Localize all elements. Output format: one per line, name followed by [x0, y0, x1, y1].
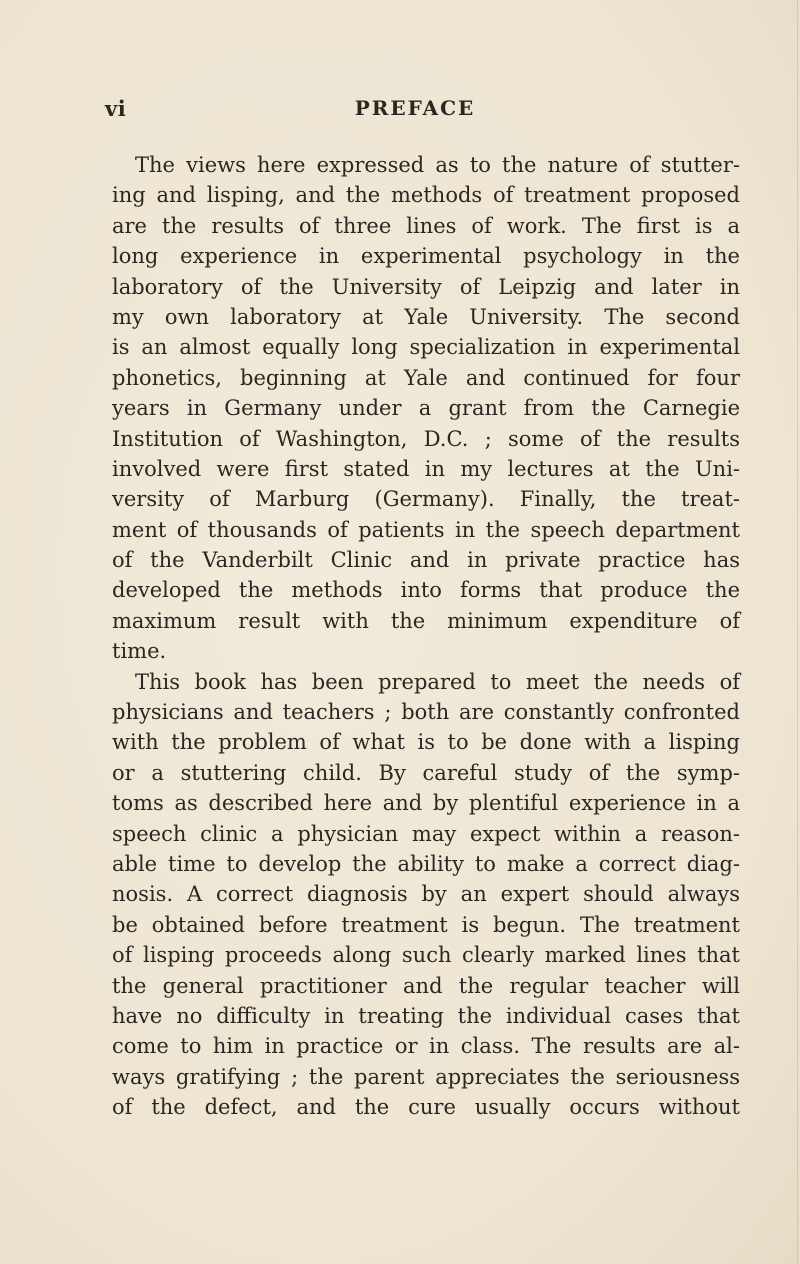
text-line: years in Germany under a grant from the Carnegie	[112, 396, 740, 421]
text-line: phonetics, beginning at Yale and continued for four	[112, 365, 740, 390]
text-line: The views here expressed as to the nature of stutter-	[135, 153, 740, 177]
text-line: long experience in experimental psychology in the	[112, 244, 740, 269]
text-line: This book has been prepared to meet the needs of	[135, 669, 740, 694]
text-line: of the defect, and the cure usually occurs without	[112, 1095, 740, 1120]
text-line: able time to develop the ability to make a correct diag-	[112, 851, 740, 876]
text-line: involved were first stated in my lectures at the Uni-	[112, 456, 740, 481]
text-line: of the Vanderbilt Clinic and in private practice has	[112, 548, 740, 573]
page-number: vi	[105, 96, 127, 121]
text-line: nosis. A correct diagnosis by an expert should always	[112, 882, 740, 907]
text-line: Institution of Washington, D.C. ; some of the results	[112, 426, 740, 451]
preface-text	[112, 150, 740, 1123]
text-line: time.	[112, 639, 167, 664]
text-line: ing and lisping, and the methods of treatment proposed	[112, 183, 740, 208]
text-line: my own laboratory at Yale University. The second	[112, 304, 740, 329]
text-line: ways gratifying ; the parent appreciates the seriousness	[112, 1064, 740, 1089]
text-line: or a stuttering child. By careful study of the symp-	[112, 760, 740, 785]
text-line: maximum result with the minimum expenditure of	[112, 608, 740, 633]
text-line: come to him in practice or in class. The results are al-	[112, 1034, 740, 1059]
text-line: are the results of three lines of work. The first is a	[112, 213, 740, 238]
text-line: the general practitioner and the regular teacher will	[112, 973, 740, 998]
text-line: ment of thousands of patients in the speech department	[112, 517, 740, 542]
text-line: of lisping proceeds along such clearly marked lines that	[112, 943, 740, 968]
text-line: with the problem of what is to be done with a lisping	[112, 730, 740, 755]
text-line: have no difficulty in treating the individual cases that	[112, 1003, 740, 1028]
text-line: developed the methods into forms that produce the	[112, 578, 740, 603]
text-line: versity of Marburg (Germany). Finally, the treat-	[112, 487, 740, 512]
running-head: PREFACE	[354, 96, 476, 120]
text-line: toms as described here and by plentiful experience in a	[112, 791, 740, 816]
text-line: be obtained before treatment is begun. The treatment	[112, 912, 740, 937]
text-line: physicians and teachers ; both are constantly confronted	[112, 700, 740, 725]
text-line: laboratory of the University of Leipzig and later in	[112, 274, 740, 299]
page-header	[105, 96, 725, 126]
page-edge	[797, 0, 798, 1264]
text-line: is an almost equally long specialization in experimental	[112, 335, 740, 360]
text-line: speech clinic a physician may expect within a reason-	[112, 821, 740, 846]
